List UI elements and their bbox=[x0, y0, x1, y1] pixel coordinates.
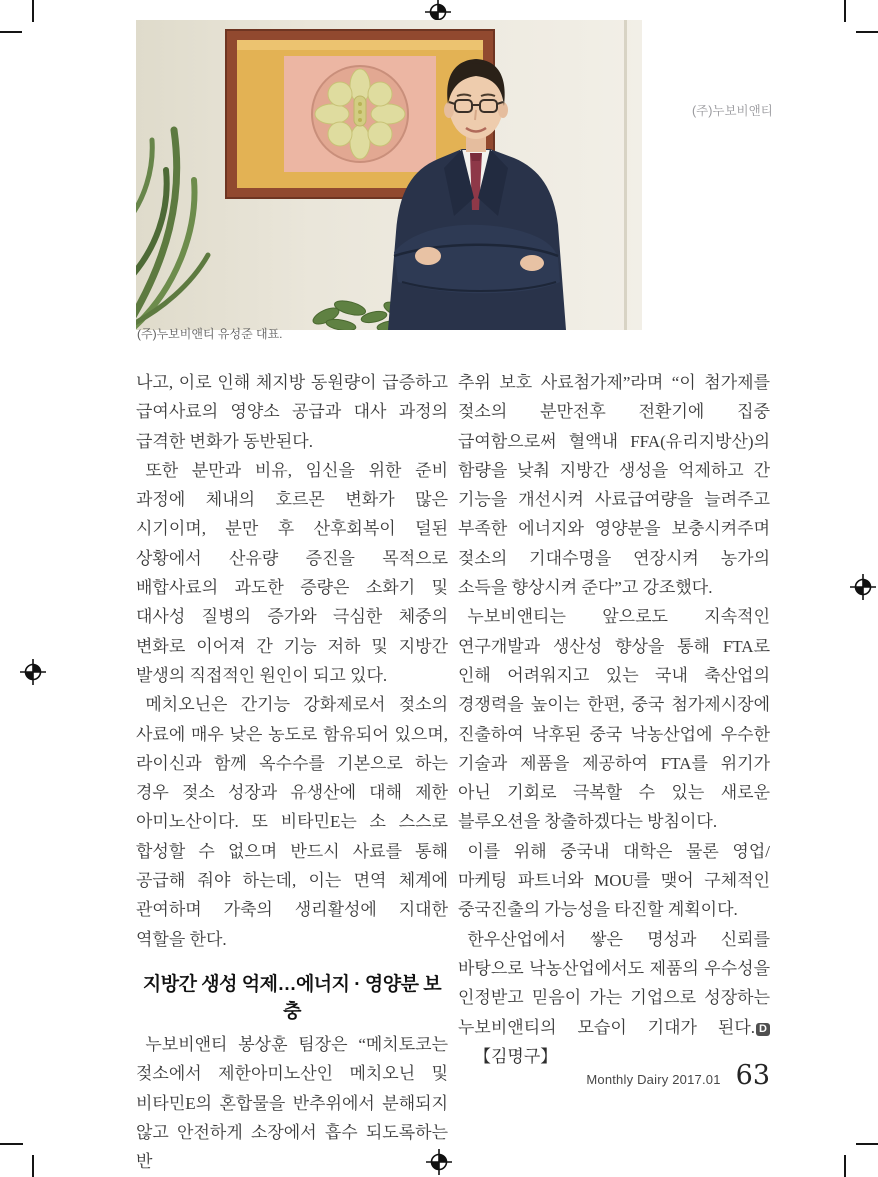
paragraph bbox=[458, 925, 770, 1071]
section-heading: 지방간 생성 억제…에너지 · 영양분 보충 bbox=[142, 973, 442, 1022]
page-footer bbox=[0, 1060, 770, 1091]
paragraph: 나고, 이로 인해 체지방 동원량이 급증하고 급여사료의 영양소 공급과 대사 과정의 급격한 변화가 동반된다. bbox=[136, 373, 448, 451]
photo-credit: (주)누보비앤티 bbox=[692, 104, 773, 118]
crop-mark bbox=[0, 31, 22, 33]
paragraph: 또한 분만과 비유, 임신을 위한 준비 과정에 체내의 호르몬 변화가 많은 시기이며, 분만 후 산후회복이 덜된 상황에서 산유량 증진을 목적으로 배합사료의 과도한 증량은 소화기 및 대사성 질병의 증가와 극심한 체중의 변화로 이어져 간 기능 저하 및 지방간 발생의 직접적인 원인이 되고 있다. bbox=[136, 460, 448, 685]
article-end-icon: D bbox=[756, 1023, 770, 1036]
crop-mark bbox=[32, 1155, 34, 1177]
article-body bbox=[136, 368, 770, 1176]
right-column bbox=[458, 368, 770, 1176]
paragraph: 메치오닌은 간기능 강화제로서 젖소의 사료에 매우 낮은 농도로 함유되어 있으며, 라이신과 함께 옥수수를 기본으로 하는 경우 젖소 성장과 유생산에 대해 제한 아미노산이다. 또 비타민E는 소 스스로 합성할 수 없으며 반드시 사료를 통해 공급해 줘야 하는데, 이는 면역 체계에 관여하며 가축의 생리활성에 지대한 역할을 한다. bbox=[136, 695, 448, 949]
paragraph: 이를 위해 중국내 대학은 물론 영업/마케팅 파트너와 MOU를 맺어 구체적인 중국진출의 가능성을 타진할 계획이다. bbox=[458, 841, 770, 920]
byline: 【김명구】 bbox=[474, 1046, 558, 1066]
crop-mark bbox=[844, 1155, 846, 1177]
crop-mark bbox=[0, 1143, 23, 1145]
registration-mark-icon bbox=[20, 659, 46, 685]
paragraph: 추위 보호 사료첨가제”라며 “이 첨가제를 젖소의 분만전후 전환기에 집중 급여함으로써 혈액내 FFA(유리지방산)의 함량을 낮춰 지방간 생성을 억제하고 간 기능을 개선시켜 사료급여량을 늘려주고 부족한 에너지와 영양분을 보충시켜주며 젖소의 기대수명을 연장시켜 농가의 소득을 향상시켜 준다”고 강조했다. bbox=[458, 373, 770, 598]
journal-title: Monthly Dairy 2017.01 bbox=[586, 1072, 721, 1087]
ceo-photo bbox=[136, 20, 642, 330]
photo-caption: (주)누보비앤티 유성준 대표. bbox=[137, 327, 283, 341]
left-column bbox=[136, 368, 448, 1176]
paragraph: 누보비앤티는 앞으로도 지속적인 연구개발과 생산성 향상을 통해 FTA로 인해 어려워지고 있는 국내 축산업의 경쟁력을 높이는 한편, 중국 첨가제시장에 진출하여 낙후된 중국 낙농산업에 우수한 기술과 제품을 제공하여 FTA를 위기가 아닌 기회로 극복할 수 있는 새로운 블루오션을 창출하겠다는 방침이다. bbox=[458, 607, 770, 832]
paragraph: 누보비앤티 봉상훈 팀장은 “메치토코는 젖소에서 제한아미노산인 메치오닌 및 비타민E의 혼합물을 반추위에서 분해되지 않고 안전하게 소장에서 흡수 되도록하는 반 bbox=[136, 1034, 448, 1172]
crop-mark bbox=[844, 0, 846, 22]
page-number: 63 bbox=[735, 1060, 770, 1091]
crop-mark bbox=[856, 31, 878, 33]
registration-mark-icon bbox=[850, 574, 876, 600]
crop-mark bbox=[856, 1143, 878, 1145]
paragraph-text: 한우산업에서 쌓은 명성과 신뢰를 바탕으로 낙농산업에서도 제품의 우수성을 인정받고 믿음이 가는 기업으로 성장하는 누보비앤티의 모습이 기대가 된다. bbox=[458, 929, 770, 1037]
crop-mark bbox=[32, 0, 34, 22]
ceo-photo-illustration bbox=[136, 20, 642, 330]
